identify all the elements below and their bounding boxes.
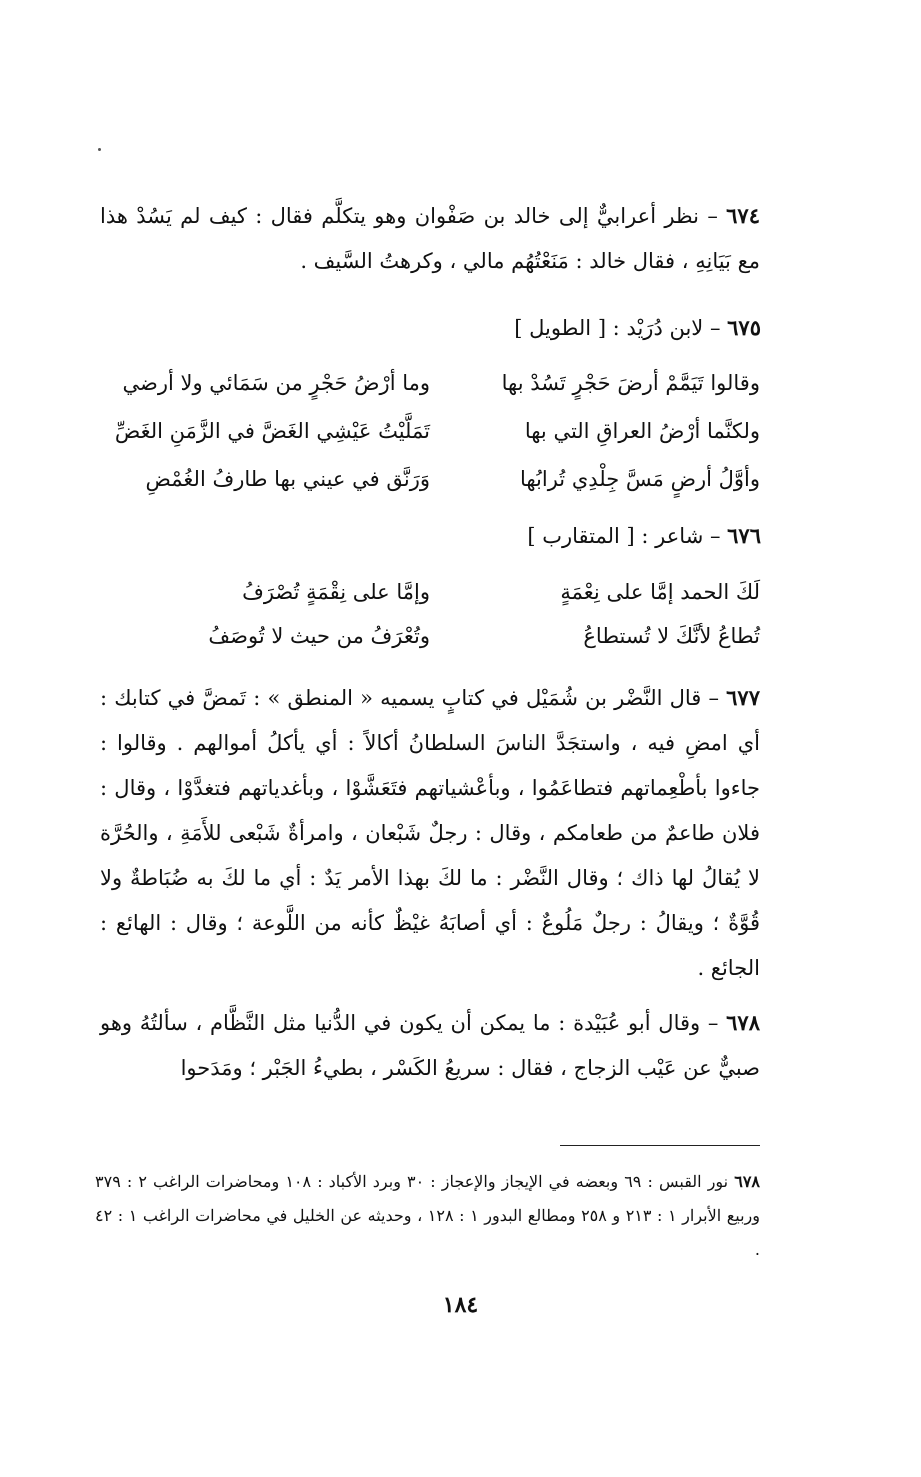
entry-number: ٦٧٥ <box>727 315 761 340</box>
verse-second-hemistich: وإمَّا على نِقْمَةٍ تُصْرَفُ <box>242 580 430 604</box>
entry-number: ٦٧٧ <box>726 685 760 710</box>
entry-text: – قال النَّضْر بن شُمَيْل في كتابٍ يسميه « المنطق » : تَمضَّ في كتابك : أي امضِ فيه ، واستجَدَّ الناسَ السلطانُ أكالاً : أي يأكلُ أموالهم . وقالوا : جاءوا بأطْعِماتهم فتطاعَمُوا ، وبأعْشياتهم فتَعَشَّوْا ، وبأغدياتهم فتغدَّوْا ، وقال : فلان طاعمٌ من طعامكم ، وقال : رجلٌ شَبْعان ، وامرأةٌ شَبْعى للأَمَةِ ، والحُرَّة لا يُقالُ لها ذاك ؛ وقال النَّضْر : ما لكَ بهذا الأمر يَدٌ : أي ما لكَ به ضُبَاطةٌ ولا قُوَّةٌ ؛ ويقالُ : رجلٌ مَلُوعٌ : أي أصابَهُ غيْظٌ كأنه من اللَّوعة ؛ وقال : الهائع : الجائع . <box>100 686 760 980</box>
entry-number: ٦٧٤ <box>726 203 760 228</box>
footnote <box>95 1165 760 1267</box>
verse-first-hemistich: تُطاعُ لأنَّكَ لا تُستطاعُ <box>583 624 760 648</box>
entry-678 <box>100 1000 760 1091</box>
entry-674 <box>100 193 760 284</box>
verse-first-hemistich: ولكنَّما أرْضُ العراقِ التي بها <box>524 419 760 443</box>
verse-second-hemistich: وما أرْضُ حَجْرٍ من سَمَائي ولا أرضي <box>122 371 430 395</box>
entry-text: – وقال أبو عُبَيْدة : ما يمكن أن يكون في الدُّنيا مثل النَّظَّام ، سألتُهُ وهو صبيٌّ عن عَيْب الزجاج ، فقال : سريعُ الكَسْر ، بطيءُ الجَبْر ؛ ومَدَحوا <box>100 1011 760 1080</box>
scan-speck <box>98 148 101 151</box>
verse-line <box>110 614 760 658</box>
poet-meter-label: – شاعر : [ المتقارب ] <box>527 524 721 548</box>
page-number: ١٨٤ <box>442 1292 479 1318</box>
entry-number: ٦٧٦ <box>727 523 761 548</box>
verse-line <box>110 409 760 453</box>
verse-line <box>110 361 760 405</box>
verse-line <box>110 457 760 501</box>
entry-676-heading <box>527 516 761 556</box>
entry-text: – نظر أعرابيٌّ إلى خالد بن صَفْوان وهو يتكلَّم فقال : كيف لم يَسُدْ هذا مع بَيَانِهِ ، فقال خالد : مَنَعْتُهُم مالي ، وكرهتُ السَّيف . <box>100 204 760 273</box>
poet-meter-label: – لابن دُرَيْد : [ الطويل ] <box>514 316 721 340</box>
verse-second-hemistich: وتُعْرَفُ من حيث لا تُوصَفُ <box>208 624 430 648</box>
verse-first-hemistich: وأوَّلُ أرضٍ مَسَّ جِلْدِي تُرابُها <box>519 467 760 491</box>
verse-line <box>110 570 760 614</box>
verse-first-hemistich: لَكَ الحمد إمَّا على نِعْمَةٍ <box>560 580 760 604</box>
entry-number: ٦٧٨ <box>726 1010 760 1035</box>
footnote-number: ٦٧٨ <box>734 1172 761 1191</box>
entry-677 <box>100 675 760 991</box>
verse-second-hemistich: وَرَنَّق في عيني بها طارفُ الغُمْضِ <box>145 467 430 491</box>
footnote-text: نور القبس : ٦٩ وبعضه في الإيجاز والإعجاز : ٣٠ وبرد الأكباد : ١٠٨ ومحاضرات الراغب ٢ : ٣٧٩ وربيع الأبرار ١ : ٢١٣ و ٢٥٨ ومطالع البدور ١ : ١٢٨ ، وحديثه عن الخليل في محاضرات الراغب ١ : ٤٢ . <box>95 1172 760 1259</box>
verse-second-hemistich: تَمَلَّيْتُ عَيْشِي الغَضَّ في الزَّمَنِ الغَضِّ <box>114 419 430 443</box>
footnote-separator <box>560 1145 760 1146</box>
entry-675-heading <box>514 308 761 348</box>
verse-first-hemistich: وقالوا تَيَمَّمْ أرضَ حَجْرٍ تَسُدْ بها <box>501 371 760 395</box>
